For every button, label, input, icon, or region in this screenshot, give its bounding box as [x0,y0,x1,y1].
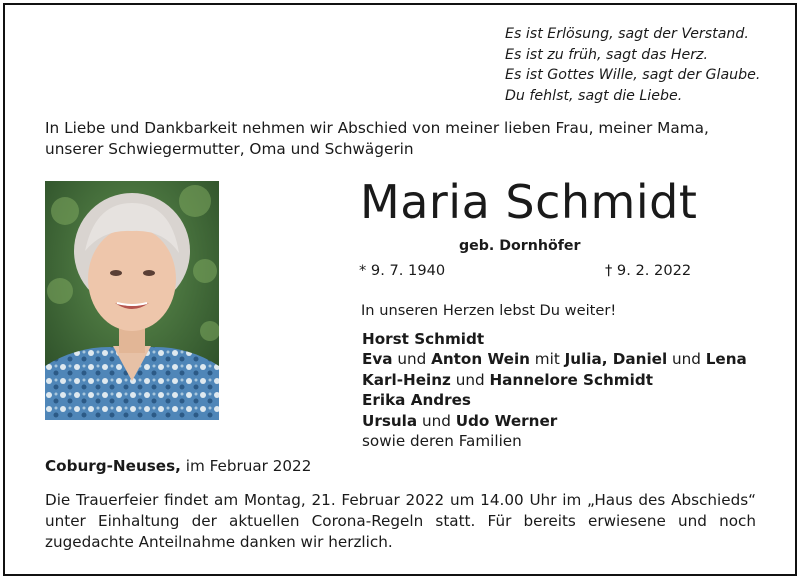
mourner-name: Hannelore Schmidt [489,370,653,389]
connector: und [667,350,706,369]
poem [505,24,760,106]
death-date: † 9. 2. 2022 [605,262,692,279]
mourner-line [362,370,747,390]
deceased-name: Maria Schmidt [360,175,698,229]
place-date [45,457,311,475]
mourner-line [362,390,747,410]
mourner-name: Ursula [362,411,418,430]
mourner-name: Julia, Daniel [564,350,668,369]
poem-line: Es ist zu früh, sagt das Herz. [505,46,709,63]
connector: und [392,350,432,369]
poem-line: Du fehlst, sagt die Liebe. [505,87,683,104]
mourner-line [362,329,747,349]
mourner-name: Erika Andres [362,391,471,410]
mourner-line [362,411,747,431]
connector: und [417,411,456,430]
service-notice: Die Trauerfeier findet am Montag, 21. Februar 2022 um 14.00 Uhr im „Haus des Abschieds“ unter Einhaltung der aktuellen Corona-Regeln statt. Für bereits erwiesene und noch zugedachte Anteilnahme danken wir herzlich. [45,491,756,551]
place-month: im Februar 2022 [180,457,312,475]
place-town: Coburg-Neuses, [45,457,181,475]
mourner-line [362,349,747,369]
mourner-name: Karl-Heinz [362,370,451,389]
birth-date: * 9. 7. 1940 [359,262,446,279]
mourner-name: Udo Werner [455,411,558,430]
mourner-name: Anton Wein [431,350,530,369]
intro-text: In Liebe und Dankbarkeit nehmen wir Abschied von meiner lieben Frau, meiner Mama, unserer Schwiegermutter, Oma und Schwägerin [45,119,709,158]
mourner-name: Horst Schmidt [362,330,485,348]
mourner-name: Eva [362,350,393,369]
poem-line: Es ist Gottes Wille, sagt der Glaube. [505,67,761,84]
mourner-name: Lena [705,350,747,369]
connector: und [450,370,490,389]
mourners-list [362,329,747,451]
mourner-line: sowie deren Familien [362,432,522,451]
portrait-photo [45,181,219,420]
motto: In unseren Herzen lebst Du weiter! [361,302,617,319]
poem-line: Es ist Erlösung, sagt der Verstand. [505,26,749,42]
connector: mit [529,350,565,369]
maiden-name: geb. Dornhöfer [459,238,581,254]
